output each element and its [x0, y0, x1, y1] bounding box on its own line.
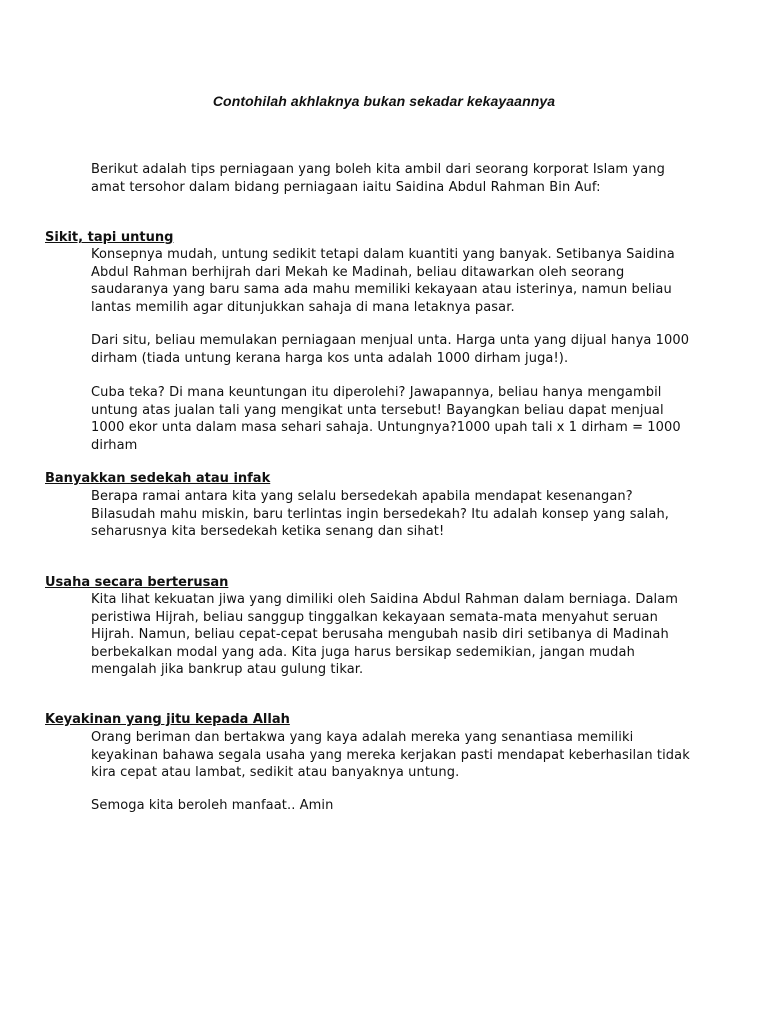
section-body-sikit-tapi-untung: [91, 246, 691, 316]
paragraph: Berapa ramai antara kita yang selalu bersedekah apabila mendapat kesenangan? Bilasudah mahu miskin, baru terlintas ingin bersedekah? Itu adalah konsep yang salah, seharusnya kita bersedekah ketika senang dan sihat!: [91, 489, 670, 540]
paragraph: Dari situ, beliau memulakan perniagaan menjual unta. Harga unta yang dijual hanya 1000 dirham (tiada untung kerana harga kos unta adalah 1000 dirham juga!).: [91, 333, 690, 366]
paragraph: Kita lihat kekuatan jiwa yang dimiliki oleh Saidina Abdul Rahman dalam berniaga. Dalam peristiwa Hijrah, beliau sanggup tinggalkan kekayaan semata-mata menyahut seruan Hijrah. Namun, beliau cepat-cepat berusaha mengubah nasib diri setibanya di Madinah berbekalkan modal yang ada. Kita juga harus bersikap sedemikian, jangan mudah mengalah jika bankrup atau gulung tikar.: [91, 592, 679, 678]
section-heading-banyakkan-sedekah: Banyakkan sedekah atau infak: [45, 471, 271, 486]
intro-paragraph: [91, 161, 691, 196]
paragraph: Orang beriman dan bertakwa yang kaya adalah mereka yang senantiasa memiliki keyakinan bahawa segala usaha yang mereka kerjakan pasti mendapat keberhasilan tidak kira cepat atau lambat, sedikit atau banyaknya untung.: [91, 730, 690, 781]
section-body-usaha-secara-berterusan: [91, 591, 691, 679]
section-heading-keyakinan-yang-jitu: Keyakinan yang jitu kepada Allah: [45, 712, 290, 727]
section-body-banyakkan-sedekah: [91, 488, 691, 541]
section-heading-sikit-tapi-untung: Sikit, tapi untung: [45, 230, 174, 245]
paragraph: Semoga kita beroleh manfaat.. Amin: [91, 798, 334, 813]
section-body-sikit-tapi-untung-2: [91, 332, 691, 367]
document-title: Contohilah akhlaknya bukan sekadar kekayaannya: [212, 93, 556, 109]
paragraph: Cuba teka? Di mana keuntungan itu diperolehi? Jawapannya, beliau hanya mengambil untung atas jualan tali yang mengikat unta tersebut! Bayangkan beliau dapat menjual 1000 ekor unta dalam masa sehari sahaja. Untungnya?1000 upah tali x 1 dirham = 1000 dirham: [91, 385, 681, 453]
section-body-keyakinan-yang-jitu: [91, 729, 691, 782]
closing-line: [91, 797, 691, 815]
paragraph: Konsepnya mudah, untung sedikit tetapi dalam kuantiti yang banyak. Setibanya Saidina Abdul Rahman berhijrah dari Mekah ke Madinah, beliau ditawarkan oleh seorang saudaranya yang baru sama ada mahu memiliki kekayaan atau isterinya, namun beliau lantas memilih agar ditunjukkan sahaja di mana letaknya pasar.: [91, 247, 675, 315]
section-heading-usaha-secara-berterusan: Usaha secara berterusan: [45, 575, 229, 590]
section-body-sikit-tapi-untung-3: [91, 384, 691, 454]
intro-text: Berikut adalah tips perniagaan yang boleh kita ambil dari seorang korporat Islam yang amat tersohor dalam bidang perniagaan iaitu Saidina Abdul Rahman Bin Auf:: [91, 162, 665, 195]
